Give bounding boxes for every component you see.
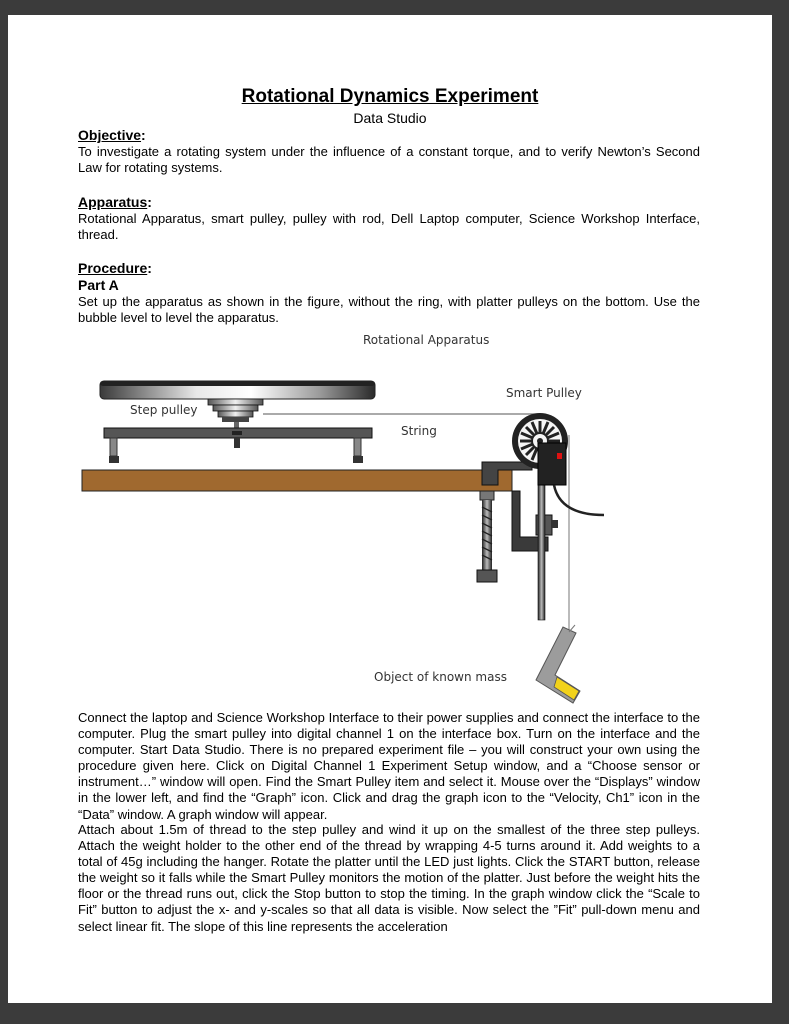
procedure-heading: Procedure: (78, 260, 152, 276)
procedure-text: Set up the apparatus as shown in the figure, without the ring, with platter pulleys on the bottom. Use the bubble level to level the apparatus. (78, 294, 700, 326)
label-object-mass: Object of known mass (374, 670, 507, 684)
label-step-pulley: Step pulley (130, 403, 198, 417)
part-a-heading: Part A (78, 277, 119, 293)
figure-title: Rotational Apparatus (363, 333, 490, 347)
apparatus-text: Rotational Apparatus, smart pulley, pulley with rod, Dell Laptop computer, Science Workshop Interface, thread. (78, 211, 700, 243)
page-subtitle: Data Studio (353, 110, 427, 126)
table-top (82, 470, 512, 491)
attach-paragraph: Attach about 1.5m of thread to the step pulley and wind it up on the smallest of the three step pulleys. Attach the weight holder to the other end of the thread by wrapping 4-5 turns around it. Add weights to a total of 45g including the hanger. Rotate the platter until the LED just lights. Click the START button, release the weight so it falls while the Smart Pulley monitors the motion of the platter. Just before the weight hits the floor or the thread runs out, click the Stop button to stop the timing. In the graph window click the “Scale to Fit” button to adjust the x- and y-scales so that all data is visible. Now select the ”Fit” pull-down menu and select linear fit. The slope of this line represents the acceleration (78, 822, 700, 934)
apparatus-heading: Apparatus: (78, 194, 152, 210)
objective-heading: Objective: (78, 127, 146, 143)
step-pulley (208, 399, 263, 432)
connect-paragraph: Connect the laptop and Science Workshop Interface to their power supplies and connect the interface to the computer. Plug the smart pulley into digital channel 1 on the interface box. Turn on the interface and the computer. Start Data Studio. There is no prepared experiment file – you will construct your own using the procedure given here. Click on Digital Channel 1 Experiment Setup window, and a “Choose sensor or instrument…” window will open. Find the Smart Pulley item and select it. Mouse over the “Displays” window in the lower left, and find the “Graph” icon. Click and drag the graph icon to the “Velocity, Ch1” icon in the “Data” window. A graph window will appear. (78, 710, 700, 822)
label-string: String (401, 424, 437, 438)
page-title: Rotational Dynamics Experiment (241, 86, 539, 107)
objective-text: To investigate a rotating system under the influence of a constant torque, and to verify Newton’s Second Law for rotating systems. (78, 144, 700, 176)
document-page (8, 15, 772, 1003)
hanging-mass (536, 625, 580, 703)
label-smart-pulley: Smart Pulley (506, 386, 582, 400)
smart-pulley (512, 413, 604, 515)
pulley-rod (538, 470, 545, 620)
